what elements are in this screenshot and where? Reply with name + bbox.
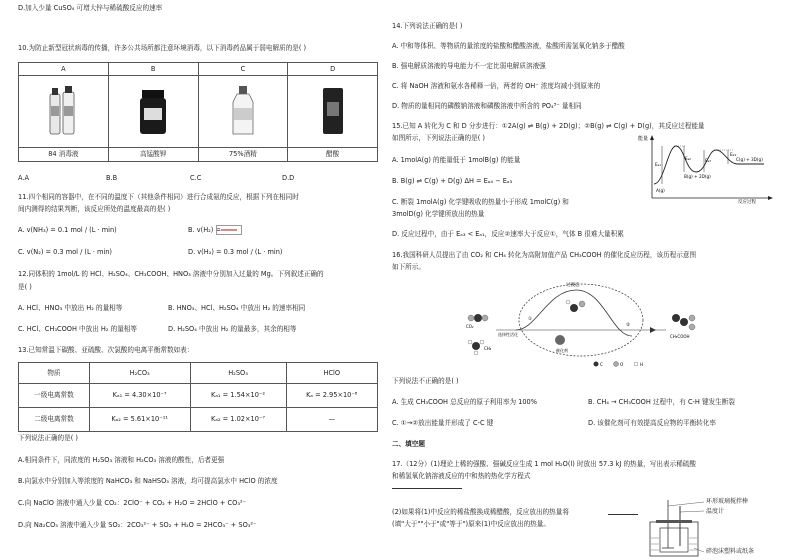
q13-option-c: C.向 NaClO 溶液中通入少量 CO₂：2ClO⁻ + CO₂ + H₂O = 2HClO + CO₃²⁻ bbox=[18, 499, 247, 507]
label-ch4: CH₄ bbox=[484, 346, 492, 351]
molecule-icon bbox=[468, 340, 472, 344]
label-leader bbox=[680, 511, 704, 512]
q12-stem-line2: 是( ) bbox=[18, 283, 32, 291]
label-transition-state: 过渡态 bbox=[566, 283, 580, 288]
disinfectant-bottles-image bbox=[43, 80, 83, 140]
q12-option-c: C. HCl、CH₃COOH 中放出 H₂ 的量相等 bbox=[18, 325, 137, 333]
label-cd: C(g) + 3D(g) bbox=[736, 157, 763, 162]
molecule-icon bbox=[680, 318, 688, 326]
q11-option-c: C. v(N₂) = 0.3 mol / (L · min) bbox=[18, 248, 112, 256]
q10-image-c bbox=[198, 76, 288, 148]
legend-carbon-icon bbox=[594, 362, 599, 367]
inner-beaker bbox=[660, 528, 688, 552]
q14-option-d: D. 物质的量相同的磷酸钠溶液和磷酸溶液中所含的 PO₄³⁻ 量相同 bbox=[392, 102, 582, 110]
q14-option-c: C. 将 NaOH 溶液和氨水各稀释一倍，两者的 OH⁻ 浓度均减小到原来的 bbox=[392, 82, 601, 90]
q15-stem-line2: 如图所示，下列说法正确的是( ) bbox=[392, 134, 485, 142]
legend-hydrogen: H bbox=[640, 362, 644, 367]
q13-option-b: B.向氯水中分别加入等浓度的 NaHCO₃ 和 NaHSO₃ 溶液，均可提高氯水中 HClO 的浓度 bbox=[18, 477, 278, 485]
table-cell: Kₐ₁ = 4.30×10⁻⁷ bbox=[89, 384, 190, 408]
molecule-icon bbox=[672, 314, 680, 322]
section-heading: 二、填空题 bbox=[392, 440, 425, 448]
label-catalyst: 催化剂 bbox=[556, 348, 568, 353]
x-axis-arrow-icon bbox=[768, 196, 773, 200]
q15-option-b: B. B(g) ⇌ C(g) + D(g) ΔH = Eₐ₄ − Eₐ₃ bbox=[392, 177, 513, 185]
label-selective-activation: 选择性活化 bbox=[498, 332, 518, 337]
label-ea2: Eₐ₂ bbox=[685, 156, 691, 161]
molecule-icon bbox=[472, 342, 480, 350]
q11-option-b-illegible-image bbox=[216, 225, 242, 235]
scribble-icon bbox=[217, 226, 241, 234]
q11-stem-line2: 间内测得的结果判断，该反应所处的温度最高的是( ) bbox=[18, 205, 171, 213]
q12-stem-line1: 12.同体积的 1mol/L 的 HCl、H₂SO₄、CH₃COOH、HNO₃ 溶液中分别加入过量的 Mg。下列叙述正确的 bbox=[18, 270, 324, 278]
reaction-mechanism-diagram bbox=[456, 278, 706, 370]
q13-option-a: A.相同条件下，同浓度的 H₂SO₃ 溶液和 H₂CO₃ 溶液的酸性，后者更强 bbox=[18, 456, 225, 464]
q11-option-b: B. v(H₂) = bbox=[188, 226, 221, 234]
q10-name-b: 高锰酸钾 bbox=[108, 148, 198, 162]
q10-choice-d: D.D bbox=[282, 174, 295, 182]
energy-path bbox=[516, 290, 632, 336]
permanganate-jar-image bbox=[133, 80, 173, 140]
molecule-icon bbox=[482, 315, 488, 321]
molecule-icon bbox=[474, 314, 482, 322]
q17-line3: (2)如果将(1)中反应的稀盐酸换成稀醋酸，反应放出的热量将 bbox=[392, 508, 569, 516]
table-head: HClO bbox=[286, 363, 377, 384]
transition-region bbox=[519, 284, 643, 356]
energy-profile-diagram bbox=[638, 132, 774, 204]
legend-oxygen: O bbox=[620, 362, 624, 367]
q17-line4: (填"大于""小于"或"等于")原来(1)中反应放出的热量。 bbox=[392, 520, 550, 528]
q9-option-d: D.加入少量 CuSO₄ 可增大锌与稀硫酸反应的速率 bbox=[18, 4, 163, 12]
q13-lead: 下列说法正确的是( ) bbox=[18, 434, 78, 442]
q10-head-b: B bbox=[108, 63, 198, 76]
axis-label-progress: 反应过程 bbox=[738, 200, 756, 204]
q10-head-c: C bbox=[198, 63, 288, 76]
table-cell: Kₐ₂ = 5.61×10⁻¹¹ bbox=[89, 408, 190, 432]
molecule-icon bbox=[468, 315, 474, 321]
molecule-icon bbox=[566, 300, 570, 304]
table-cell: Kₐ = 2.95×10⁻⁸ bbox=[286, 384, 377, 408]
q16-option-d: D. 该催化剂可有效提高反应物的平衡转化率 bbox=[588, 419, 716, 427]
q12-option-d: D. H₂SO₄ 中放出 H₂ 的量最多，其余的相等 bbox=[168, 325, 297, 333]
q15-option-c-line1: C. 断裂 1molA(g) 化学键吸收的热量小于形成 1molC(g) 和 bbox=[392, 198, 569, 206]
label-ea3: Eₐ₃ bbox=[705, 158, 711, 163]
calorimeter-diagram bbox=[648, 498, 706, 558]
label-thermometer: 温度计 bbox=[706, 508, 725, 515]
q15-option-a: A. 1molA(g) 的能量低于 1molB(g) 的能量 bbox=[392, 156, 521, 164]
q10-stem: 10.为防止新型冠状病毒的传播，许多公共场所都注意环境消毒，以下消毒药品属于弱电解质的是( ) bbox=[18, 44, 307, 52]
q11-option-d: D. v(H₂) = 0.3 mol / (L · min) bbox=[188, 248, 283, 256]
lid bbox=[656, 520, 692, 523]
q15-option-c-line2: 3molD(g) 化学键所放出的热量 bbox=[392, 210, 485, 218]
q15-stem-line1: 15.已知 A 转化为 C 和 D 分步进行：①2A(g) ⇌ B(g) + 2D(g)；②B(g) ⇌ C(g) + D(g)，其反应过程能量 bbox=[392, 122, 705, 130]
label-ch3cooh: CH₃COOH bbox=[670, 334, 690, 339]
label-stirrer: 环形玻璃搅拌棒 bbox=[706, 498, 749, 505]
label-step2: ② bbox=[626, 323, 631, 328]
q10-head-d: D bbox=[288, 63, 378, 76]
q10-choice-b: B.B bbox=[106, 174, 118, 182]
q10-choice-a: A.A bbox=[18, 174, 30, 182]
q12-option-b: B. HNO₃、HCl、H₂SO₄ 中放出 H₂ 的速率相同 bbox=[168, 304, 306, 312]
q10-options-table bbox=[18, 62, 378, 162]
label-co2: CO₂ bbox=[466, 324, 474, 329]
label-ea1: Eₐ₁ bbox=[655, 162, 661, 167]
y-axis-arrow-icon bbox=[650, 135, 654, 140]
ionization-constants-table bbox=[18, 362, 378, 432]
legend-hydrogen-icon bbox=[634, 362, 638, 366]
q10-image-b bbox=[108, 76, 198, 148]
q10-image-d bbox=[288, 76, 378, 148]
q11-stem-line1: 11.四个相同的容器中，在不同的温度下（其他条件相同）进行合成氨的反应，根据下列在相同时 bbox=[18, 193, 299, 201]
q14-stem: 14.下列说法正确的是( ) bbox=[392, 22, 463, 30]
legend-carbon: C bbox=[600, 362, 603, 367]
table-cell: Kₐ₁ = 1.54×10⁻² bbox=[190, 384, 286, 408]
q16-lead: 下列说法不正确的是( ) bbox=[392, 377, 459, 385]
table-cell: Kₐ₂ = 1.02×10⁻⁷ bbox=[190, 408, 286, 432]
label-leader bbox=[668, 502, 704, 506]
label-foam: 碎泡沫塑料或纸条 bbox=[706, 548, 755, 555]
table-cell: — bbox=[286, 408, 377, 432]
label-bd: B(g) + 2D(g) bbox=[684, 174, 711, 179]
q14-option-a: A. 中和等体积、等物质的量浓度的盐酸和醋酸溶液，盐酸所需氢氧化钠多于醋酸 bbox=[392, 42, 625, 50]
q12-option-a: A. HCl、HNO₃ 中放出 H₂ 的量相等 bbox=[18, 304, 123, 312]
q10-name-d: 醋酸 bbox=[288, 148, 378, 162]
catalyst-icon bbox=[555, 335, 565, 345]
q14-option-b: B. 强电解质溶液的导电能力不一定比弱电解质溶液强 bbox=[392, 62, 546, 70]
table-head: 物质 bbox=[19, 363, 90, 384]
vinegar-bottle-image bbox=[313, 80, 353, 140]
q10-head-a: A bbox=[19, 63, 109, 76]
label-a: A(g) bbox=[656, 188, 665, 193]
q10-name-c: 75%酒精 bbox=[198, 148, 288, 162]
label-ea4: Eₐ₄ bbox=[730, 152, 736, 157]
q10-image-a bbox=[19, 76, 109, 148]
q17-line1: 17.（12分）(1)理论上稀的强酸、强碱反应生成 1 mol H₂O(l) 时放出 57.3 kJ 的热量，写出表示稀硫酸 bbox=[392, 460, 696, 468]
arrow-icon bbox=[650, 327, 656, 333]
label-step1: ① bbox=[528, 317, 533, 322]
q13-stem: 13.已知常温下碳酸、亚硫酸、次氯酸的电离平衡常数如表： bbox=[18, 346, 194, 354]
legend-oxygen-icon bbox=[614, 362, 619, 367]
molecule-icon bbox=[480, 340, 484, 344]
q16-option-c: C. ①→②放出能量并形成了 C-C 键 bbox=[392, 419, 494, 427]
molecule-icon bbox=[689, 324, 695, 330]
q17-answer-blank-2[interactable] bbox=[608, 514, 638, 515]
q16-stem-line1: 16.我国科研人员提出了由 CO₂ 和 CH₄ 转化为高附加值产品 CH₃COOH 的催化反应历程，该历程示意图 bbox=[392, 251, 697, 259]
q16-stem-line2: 如下所示。 bbox=[392, 263, 425, 271]
q17-line2: 和稀氢氧化钠溶液反应的中和热的热化学方程式 bbox=[392, 472, 531, 480]
molecule-icon bbox=[570, 304, 578, 312]
q16-option-a: A. 生成 CH₃COOH 总反应的原子利用率为 100% bbox=[392, 398, 537, 406]
q10-name-a: 84 消毒液 bbox=[19, 148, 109, 162]
q10-choice-c: C.C bbox=[190, 174, 202, 182]
q16-option-b: B. CH₄ → CH₃COOH 过程中，有 C-H 键发生断裂 bbox=[588, 398, 735, 406]
q17-answer-blank-1[interactable] bbox=[392, 488, 462, 489]
q13-option-d: D.向 Na₂CO₃ 溶液中通入少量 SO₂：2CO₃²⁻ + SO₂ + H₂O = 2HCO₃⁻ + SO₃²⁻ bbox=[18, 521, 257, 529]
table-cell: 二级电离常数 bbox=[19, 408, 90, 432]
q15-option-d: D. 反应过程中，由于 Eₐ₃ < Eₐ₁，反应②速率大于反应①，气体 B 很难大量积累 bbox=[392, 230, 624, 238]
q11-option-a: A. v(NH₃) = 0.1 mol / (L · min) bbox=[18, 226, 117, 234]
table-head: H₂CO₃ bbox=[89, 363, 190, 384]
axis-label-energy: 能量 bbox=[638, 136, 649, 142]
table-cell: 一级电离常数 bbox=[19, 384, 90, 408]
alcohol-bottle-image bbox=[223, 80, 263, 140]
molecule-icon bbox=[579, 301, 585, 307]
table-head: H₂SO₃ bbox=[190, 363, 286, 384]
molecule-icon bbox=[474, 351, 478, 355]
molecule-icon bbox=[689, 315, 695, 321]
